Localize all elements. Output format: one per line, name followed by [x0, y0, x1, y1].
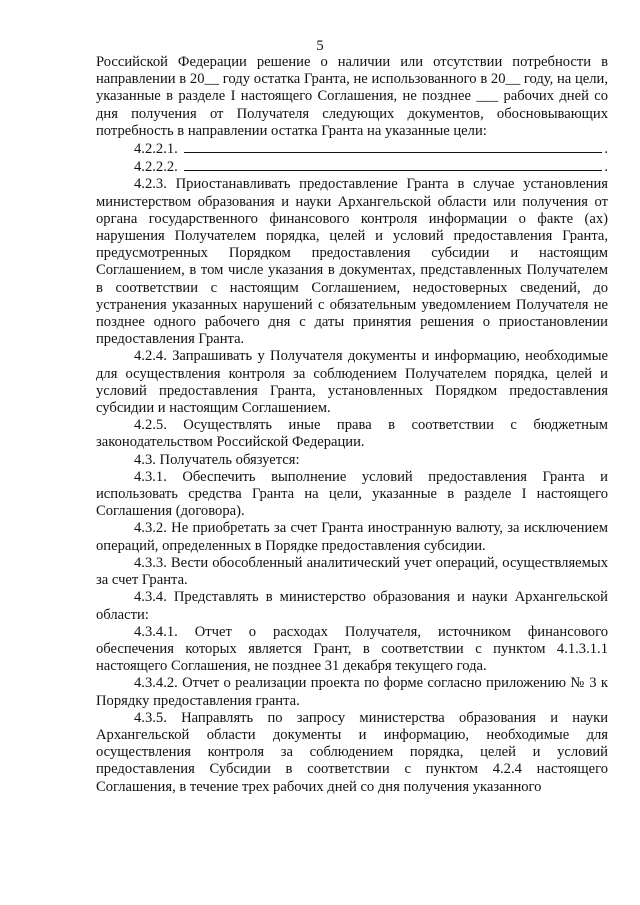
paragraph-4-3-1: 4.3.1. Обеспечить выполнение условий предоставления Гранта и использовать средства Гранта на цели, указанные в разделе I настоящего Соглашения (договора).	[96, 468, 608, 520]
item-end: .	[604, 141, 608, 158]
document-body	[96, 54, 608, 796]
item-end: .	[604, 159, 608, 176]
item-label: 4.2.2.1.	[134, 141, 178, 158]
paragraph-4-3: 4.3. Получатель обязуется:	[134, 451, 300, 468]
item-label: 4.2.2.2.	[134, 159, 178, 176]
paragraph-4-2-3: 4.2.3. Приостанавливать предоставление Гранта в случае установления министерством образования и науки Архангельской области или получения от органа государственного финансового контроля информации о факте (ах) нарушения Получателем порядка, целей и условий предоставления Гранта, предусмотренных Порядком предоставления субсидии и настоящим Соглашением, в том числе указания в документах, представленных Получателем в соответствии с настоящим Соглашением, недостоверных сведений, до устранения указанных нарушений с обязательным уведомлением Получателя не позднее одного рабочего дня с даты принятия решения о приостановлении предоставления Гранта.	[96, 176, 608, 348]
paragraph-4-2-2-continuation: Российской Федерации решение о наличии или отсутствии потребности в направлении в 20__ году остатка Гранта, не использованного в 20__ году, на цели, указанные в разделе I настоящего Соглашения, не позднее ___ рабочих дней со дня получения от Получателя следующих документов, обосновывающих потребность в направлении остатка Гранта на указанные цели:	[96, 54, 608, 139]
paragraph-4-3-4-1: 4.3.4.1. Отчет о расходах Получателя, источником финансового обеспечения которых является Грант, в соответствии с пунктом 4.1.3.1.1 настоящего Соглашения, не позднее 31 декабря текущего года.	[96, 623, 608, 675]
blank-line-4-2-2-1	[96, 140, 608, 158]
blank-fill-line	[184, 158, 603, 171]
blank-line-4-2-2-2	[96, 158, 608, 176]
paragraph-4-3-4: 4.3.4. Представлять в министерство образования и науки Архангельской области:	[96, 589, 608, 623]
paragraph-4-3-4-2: 4.3.4.2. Отчет о реализации проекта по форме согласно приложению № 3 к Порядку предоставления гранта.	[96, 675, 608, 709]
paragraph-4-3-2: 4.3.2. Не приобретать за счет Гранта иностранную валюту, за исключением операций, определенных в Порядке предоставления субсидии.	[96, 520, 608, 554]
paragraph-4-2-5: 4.2.5. Осуществлять иные права в соответствии с бюджетным законодательством Российской Федерации.	[96, 417, 608, 451]
blank-fill-line	[184, 140, 603, 153]
page-number: 5	[316, 38, 324, 54]
paragraph-4-3-5: 4.3.5. Направлять по запросу министерства образования и науки Архангельской области документы и информацию, необходимые для осуществления контроля за соблюдением порядка, целей и условий предоставления Субсидии в соответствии с пунктом 4.2.4 настоящего Соглашения, в течение трех рабочих дней со дня получения указанного	[96, 709, 608, 795]
paragraph-4-2-4: 4.2.4. Запрашивать у Получателя документы и информацию, необходимые для осуществления контроля за соблюдением Получателем порядка, целей и условий предоставления Гранта, установленных Порядком предоставления субсидии и настоящим Соглашением.	[96, 348, 608, 417]
paragraph-4-3-3: 4.3.3. Вести обособленный аналитический учет операций, осуществляемых за счет Гранта.	[96, 554, 608, 589]
